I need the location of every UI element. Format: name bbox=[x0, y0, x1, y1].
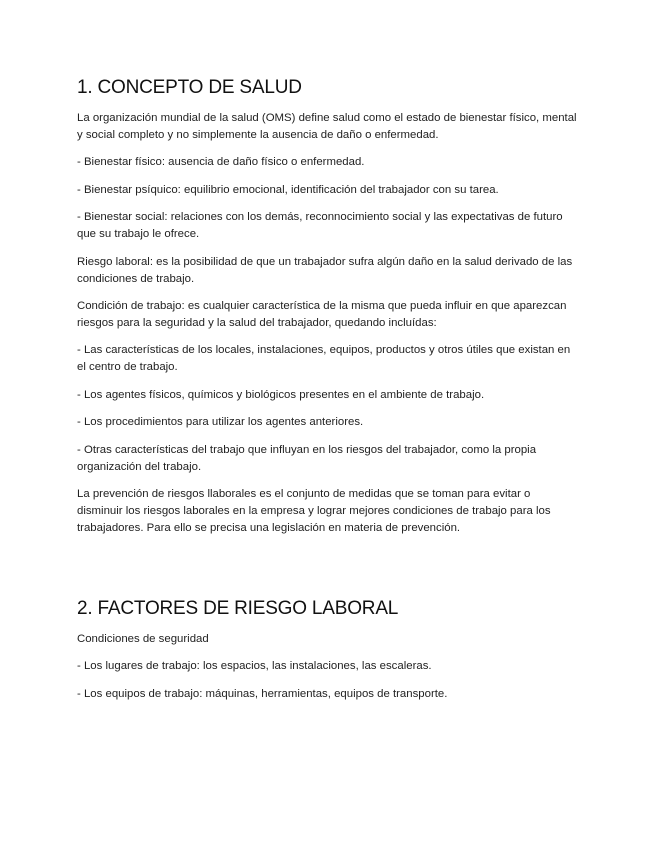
paragraph-bienestar-social: - Bienestar social: relaciones con los demás, reconnocimiento social y las expectativas de futuro que su trabajo le ofrece. bbox=[77, 211, 563, 241]
section-heading: 1. CONCEPTO DE SALUD bbox=[77, 77, 302, 98]
paragraph-procedimientos: - Los procedimientos para utilizar los agentes anteriores. bbox=[77, 416, 364, 429]
section-heading: 2. FACTORES DE RIESGO LABORAL bbox=[77, 598, 399, 619]
paragraph-condiciones-seguridad: Condiciones de seguridad bbox=[77, 633, 209, 645]
paragraph-condicion-trabajo: Condición de trabajo: es cualquier característica de la misma que pueda influir en que aparezcan riesgos para la seguridad y la salud del trabajador, quedando incluídas: bbox=[77, 299, 567, 329]
section-body bbox=[77, 110, 577, 547]
section-body bbox=[77, 631, 577, 713]
paragraph-riesgo-laboral: Riesgo laboral: es la posibilidad de que un trabajador sufra algún daño en la salud derivado de las condiciones de trabajo. bbox=[77, 255, 573, 285]
paragraph-lugares-trabajo: - Los lugares de trabajo: los espacios, las instalaciones, las escaleras. bbox=[77, 660, 432, 673]
paragraph-otras-caracteristicas: - Otras características del trabajo que influyan en los riesgos del trabajador, como la propia organización del trabajo. bbox=[77, 443, 537, 473]
paragraph-bienestar-psiquico: - Bienestar psíquico: equilibrio emocional, identificación del trabajador con su tarea. bbox=[77, 183, 499, 196]
paragraph-prevencion: La prevención de riesgos llaborales es el conjunto de medidas que se toman para evitar o disminuir los riesgos laborales en la empresa y lograr mejores condiciones de trabajo para los trabajadores. Para ello se precisa una legislación en materia de prevención. bbox=[77, 487, 551, 534]
paragraph-bienestar-fisico: - Bienestar físico: ausencia de daño físico o enfermedad. bbox=[77, 156, 365, 169]
paragraph-oms-definition: La organización mundial de la salud (OMS) define salud como el estado de bienestar físico, mental y social completo y no simplemente la ausencia de daño o enfermedad. bbox=[77, 112, 577, 141]
paragraph-agentes: - Los agentes físicos, químicos y biológicos presentes en el ambiente de trabajo. bbox=[77, 388, 485, 401]
paragraph-equipos-trabajo: - Los equipos de trabajo: máquinas, herramientas, equipos de transporte. bbox=[77, 687, 448, 700]
paragraph-caracteristicas-locales: - Las características de los locales, instalaciones, equipos, productos y otros útiles que existan en el centro de trabajo. bbox=[77, 344, 571, 374]
